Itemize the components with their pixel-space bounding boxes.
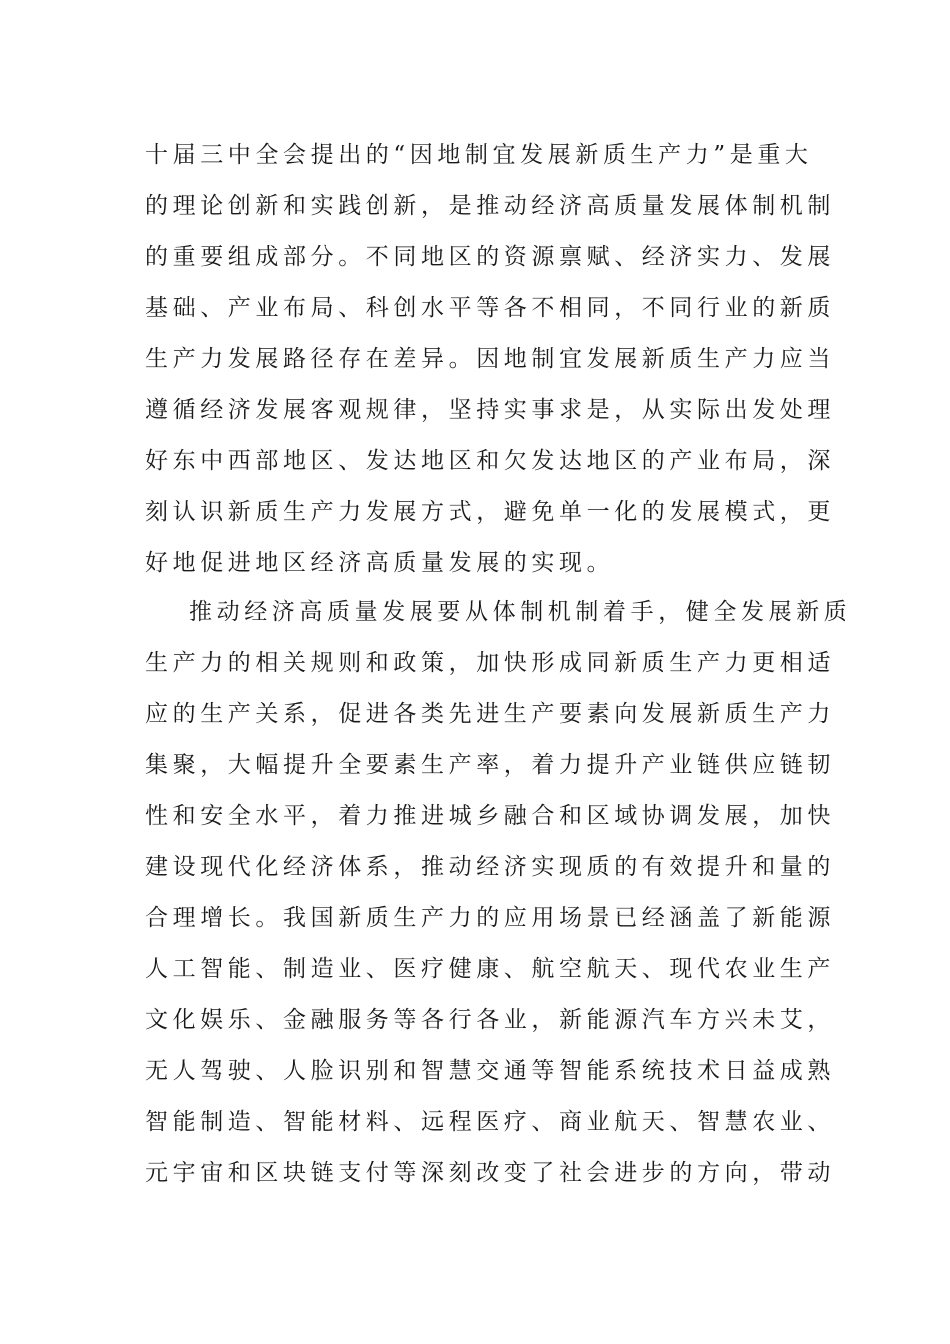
- paragraph-line: 合理增长。我国新质生产力的应用场景已经涵盖了新能源: [145, 905, 835, 931]
- paragraph-line: 刻认识新质生产力发展方式，避免单一化的发展模式，更: [145, 499, 835, 525]
- paragraph-line: 智能制造、智能材料、远程医疗、商业航天、智慧农业、: [145, 1109, 835, 1135]
- paragraph-line: 生产力的相关规则和政策，加快形成同新质生产力更相适: [145, 650, 835, 676]
- paragraph-line: 元宇宙和区块链支付等深刻改变了社会进步的方向，带动: [145, 1160, 835, 1186]
- paragraph-line: 基础、产业布局、科创水平等各不相同，不同行业的新质: [145, 295, 835, 321]
- paragraph-1: [145, 130, 835, 589]
- paragraph-line: 集聚，大幅提升全要素生产率，着力提升产业链供应链韧: [145, 752, 835, 778]
- paragraph-line: 好东中西部地区、发达地区和欠发达地区的产业布局，深: [145, 448, 835, 474]
- paragraph-line: 应的生产关系，促进各类先进生产要素向发展新质生产力: [145, 701, 835, 727]
- paragraph-line: 好地促进地区经济高质量发展的实现。: [145, 550, 615, 576]
- paragraph-line: 文化娱乐、金融服务等各行各业，新能源汽车方兴未艾，: [145, 1007, 835, 1033]
- paragraph-line: 建设现代化经济体系，推动经济实现质的有效提升和量的: [145, 854, 835, 880]
- paragraph-line: 无人驾驶、人脸识别和智慧交通等智能系统技术日益成熟: [145, 1058, 835, 1084]
- paragraph-line: 推动经济高质量发展要从体制机制着手，健全发展新质: [189, 599, 852, 625]
- paragraph-line: 遵循经济发展客观规律，坚持实事求是，从实际出发处理: [145, 397, 835, 423]
- paragraph-2: [145, 587, 852, 1199]
- paragraph-line: 十届三中全会提出的“因地制宜发展新质生产力”是重大: [145, 142, 813, 168]
- paragraph-line: 的重要组成部分。不同地区的资源禀赋、经济实力、发展: [145, 244, 835, 270]
- paragraph-line: 生产力发展路径存在差异。因地制宜发展新质生产力应当: [145, 346, 835, 372]
- paragraph-line: 性和安全水平，着力推进城乡融合和区域协调发展，加快: [145, 803, 835, 829]
- paragraph-line: 的理论创新和实践创新，是推动经济高质量发展体制机制: [145, 193, 835, 219]
- paragraph-line: 人工智能、制造业、医疗健康、航空航天、现代农业生产: [145, 956, 835, 982]
